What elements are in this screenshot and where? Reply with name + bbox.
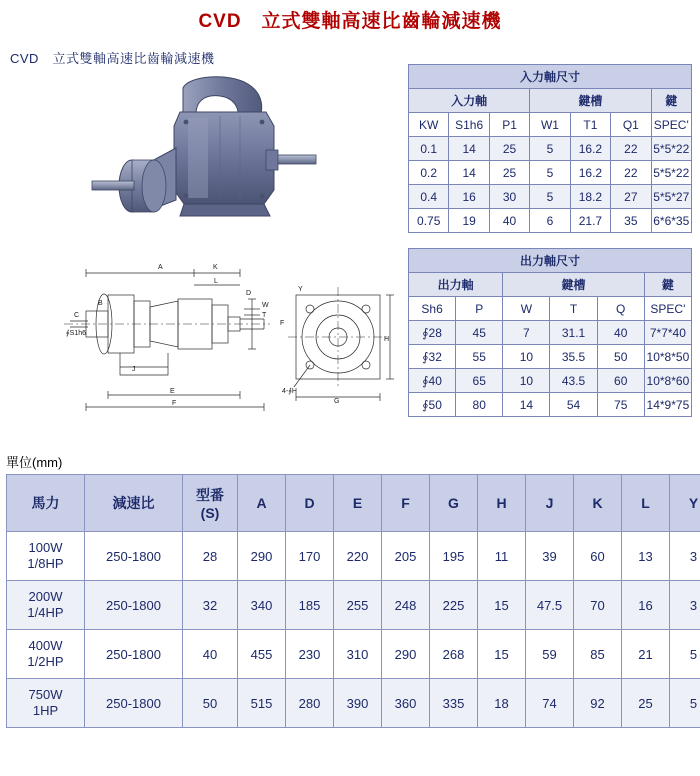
cell-spec: 10*8*50: [644, 345, 691, 369]
svg-text:4-∮H: 4-∮H: [282, 388, 297, 395]
cell-w: 10: [503, 369, 550, 393]
cell-q1: 27: [611, 185, 651, 209]
cell-power-line2: 1/4HP: [27, 605, 64, 620]
output-shaft-table: [408, 248, 692, 417]
cell-w: 14: [503, 393, 550, 417]
cell-sh6: ∮28: [409, 321, 456, 345]
svg-text:C: C: [74, 312, 80, 319]
cell-p1: 25: [489, 137, 529, 161]
output-group-keyway: 鍵槽: [503, 273, 644, 297]
cell-k: 60: [574, 532, 622, 581]
table-row: [7, 679, 700, 728]
cell-ratio: 250-1800: [85, 630, 183, 679]
cell-kw: 0.2: [409, 161, 449, 185]
cell-h: 15: [478, 630, 526, 679]
table-row: [409, 185, 692, 209]
cell-d: 170: [286, 532, 334, 581]
cell-p1: 30: [489, 185, 529, 209]
cell-p: 45: [456, 321, 503, 345]
cell-k: 92: [574, 679, 622, 728]
cell-f: 248: [382, 581, 430, 630]
svg-text:D: D: [246, 290, 252, 297]
svg-text:A: A: [158, 264, 163, 271]
cell-spec: 7*7*40: [644, 321, 691, 345]
col-model-line2: (S): [200, 505, 220, 521]
cell-e: 390: [334, 679, 382, 728]
cell-q1: 22: [611, 161, 651, 185]
output-table-caption: 出力軸尺寸: [409, 249, 692, 273]
cell-power-line1: 750W: [28, 686, 63, 702]
cell-w: 10: [503, 345, 550, 369]
col-model: [183, 475, 238, 532]
cell-s1h6: 16: [449, 185, 489, 209]
cell-power-line2: 1/8HP: [27, 556, 64, 571]
input-col-kw: KW: [409, 113, 449, 137]
cell-h: 11: [478, 532, 526, 581]
cell-d: 185: [286, 581, 334, 630]
cell-w1: 5: [530, 137, 570, 161]
cell-t1: 16.2: [570, 137, 610, 161]
page-subtitle: CVD 立式雙軸高速比齒輪減速機: [10, 51, 215, 66]
cell-s1h6: 19: [449, 209, 489, 233]
cell-p1: 40: [489, 209, 529, 233]
cell-h: 18: [478, 679, 526, 728]
cell-kw: 0.1: [409, 137, 449, 161]
cell-p: 55: [456, 345, 503, 369]
cell-d: 280: [286, 679, 334, 728]
col-h: H: [478, 475, 526, 532]
table-row: [7, 630, 700, 679]
table-row: [7, 581, 700, 630]
cell-w1: 5: [530, 185, 570, 209]
input-col-s1h6: S1h6: [449, 113, 489, 137]
table-row: [409, 137, 692, 161]
cell-e: 220: [334, 532, 382, 581]
cell-spec: 6*6*35: [651, 209, 691, 233]
cell-power-line2: 1/2HP: [27, 654, 64, 669]
cell-spec: 14*9*75: [644, 393, 691, 417]
cell-p: 65: [456, 369, 503, 393]
cell-q: 40: [597, 321, 644, 345]
col-l: L: [622, 475, 670, 532]
cell-q: 60: [597, 369, 644, 393]
cell-p1: 25: [489, 161, 529, 185]
cell-model: 50: [183, 679, 238, 728]
cell-q1: 22: [611, 137, 651, 161]
input-col-spec: SPEC': [651, 113, 691, 137]
output-group-key: 鍵: [644, 273, 691, 297]
col-a: A: [238, 475, 286, 532]
cell-model: 28: [183, 532, 238, 581]
input-col-p1: P1: [489, 113, 529, 137]
cell-t1: 18.2: [570, 185, 610, 209]
col-g: G: [430, 475, 478, 532]
svg-text:K: K: [213, 264, 218, 271]
svg-text:Y: Y: [298, 286, 303, 293]
cell-q1: 35: [611, 209, 651, 233]
cell-l: 25: [622, 679, 670, 728]
cell-power-line2: 1HP: [32, 703, 59, 718]
svg-text:F: F: [172, 400, 177, 407]
cell-f: 360: [382, 679, 430, 728]
cell-kw: 0.75: [409, 209, 449, 233]
page-title: CVD 立式雙軸高速比齒輪減速機: [198, 11, 502, 32]
cell-power-line1: 200W: [28, 588, 63, 604]
cell-g: 225: [430, 581, 478, 630]
cell-q: 75: [597, 393, 644, 417]
cell-t: 54: [550, 393, 597, 417]
cell-a: 290: [238, 532, 286, 581]
table-row: [409, 369, 692, 393]
svg-text:F: F: [280, 320, 285, 327]
table-row: [409, 161, 692, 185]
output-col-p: P: [456, 297, 503, 321]
output-col-t: T: [550, 297, 597, 321]
dimension-line-drawing: [8, 255, 398, 435]
cell-power: [7, 630, 85, 679]
cell-power: [7, 679, 85, 728]
cell-w: 7: [503, 321, 550, 345]
main-dimension-table: [6, 474, 700, 728]
cell-s1h6: 14: [449, 161, 489, 185]
cell-h: 15: [478, 581, 526, 630]
gear-reducer-photo: [88, 70, 318, 250]
input-col-t1: T1: [570, 113, 610, 137]
cell-j: 47.5: [526, 581, 574, 630]
cell-kw: 0.4: [409, 185, 449, 209]
cell-g: 195: [430, 532, 478, 581]
cell-sh6: ∮50: [409, 393, 456, 417]
table-row: [409, 345, 692, 369]
table-row: [409, 321, 692, 345]
table-row: [7, 532, 700, 581]
col-ratio: 減速比: [85, 475, 183, 532]
cell-ratio: 250-1800: [85, 532, 183, 581]
cell-l: 13: [622, 532, 670, 581]
col-y: Y: [670, 475, 700, 532]
svg-text:∮S1h6: ∮S1h6: [66, 330, 86, 337]
output-group-shaft: 出力軸: [409, 273, 503, 297]
col-power: 馬力: [7, 475, 85, 532]
cell-y: 5: [670, 630, 700, 679]
output-col-sh6: Sh6: [409, 297, 456, 321]
cell-t1: 21.7: [570, 209, 610, 233]
cell-model: 32: [183, 581, 238, 630]
cell-sh6: ∮40: [409, 369, 456, 393]
product-drawing-area: [8, 70, 398, 440]
cell-ratio: 250-1800: [85, 581, 183, 630]
col-d: D: [286, 475, 334, 532]
main-table-header-row: [7, 475, 700, 532]
cell-j: 39: [526, 532, 574, 581]
cell-s1h6: 14: [449, 137, 489, 161]
cell-spec: 5*5*22: [651, 161, 691, 185]
cell-t: 31.1: [550, 321, 597, 345]
cell-spec: 10*8*60: [644, 369, 691, 393]
input-group-keyway: 鍵槽: [530, 89, 651, 113]
col-model-line1: 型番: [196, 487, 224, 503]
cell-g: 335: [430, 679, 478, 728]
cell-p: 80: [456, 393, 503, 417]
cell-ratio: 250-1800: [85, 679, 183, 728]
output-col-q: Q: [597, 297, 644, 321]
cell-model: 40: [183, 630, 238, 679]
cell-t: 35.5: [550, 345, 597, 369]
col-f: F: [382, 475, 430, 532]
cell-t: 43.5: [550, 369, 597, 393]
input-group-key: 鍵: [651, 89, 691, 113]
cell-l: 21: [622, 630, 670, 679]
cell-l: 16: [622, 581, 670, 630]
input-group-shaft: 入力軸: [409, 89, 530, 113]
cell-a: 455: [238, 630, 286, 679]
cell-y: 5: [670, 679, 700, 728]
cell-sh6: ∮32: [409, 345, 456, 369]
input-col-w1: W1: [530, 113, 570, 137]
output-col-spec: SPEC': [644, 297, 691, 321]
input-col-q1: Q1: [611, 113, 651, 137]
cell-f: 290: [382, 630, 430, 679]
svg-text:B: B: [98, 300, 103, 307]
cell-spec: 5*5*22: [651, 137, 691, 161]
cell-f: 205: [382, 532, 430, 581]
svg-text:W: W: [262, 302, 269, 309]
col-j: J: [526, 475, 574, 532]
svg-text:J: J: [132, 366, 136, 373]
cell-w1: 5: [530, 161, 570, 185]
cell-k: 70: [574, 581, 622, 630]
svg-text:G: G: [334, 398, 340, 405]
cell-power-line1: 400W: [28, 637, 63, 653]
cell-spec: 5*5*27: [651, 185, 691, 209]
cell-g: 268: [430, 630, 478, 679]
cell-a: 515: [238, 679, 286, 728]
col-k: K: [574, 475, 622, 532]
table-row: [409, 209, 692, 233]
unit-label: 單位(mm): [6, 455, 63, 470]
cell-d: 230: [286, 630, 334, 679]
col-e: E: [334, 475, 382, 532]
cell-power-line1: 100W: [28, 539, 63, 555]
svg-text:E: E: [170, 388, 175, 395]
cell-j: 59: [526, 630, 574, 679]
output-col-w: W: [503, 297, 550, 321]
cell-q: 50: [597, 345, 644, 369]
cell-power: [7, 532, 85, 581]
cell-k: 85: [574, 630, 622, 679]
svg-text:T: T: [262, 312, 267, 319]
cell-w1: 6: [530, 209, 570, 233]
table-row: [409, 393, 692, 417]
cell-j: 74: [526, 679, 574, 728]
cell-a: 340: [238, 581, 286, 630]
input-table-caption: 入力軸尺寸: [409, 65, 692, 89]
cell-e: 255: [334, 581, 382, 630]
cell-y: 3: [670, 581, 700, 630]
cell-power: [7, 581, 85, 630]
input-shaft-table: [408, 64, 692, 233]
svg-text:H: H: [384, 336, 390, 343]
svg-text:L: L: [214, 278, 218, 285]
cell-t1: 16.2: [570, 161, 610, 185]
cell-e: 310: [334, 630, 382, 679]
cell-y: 3: [670, 532, 700, 581]
